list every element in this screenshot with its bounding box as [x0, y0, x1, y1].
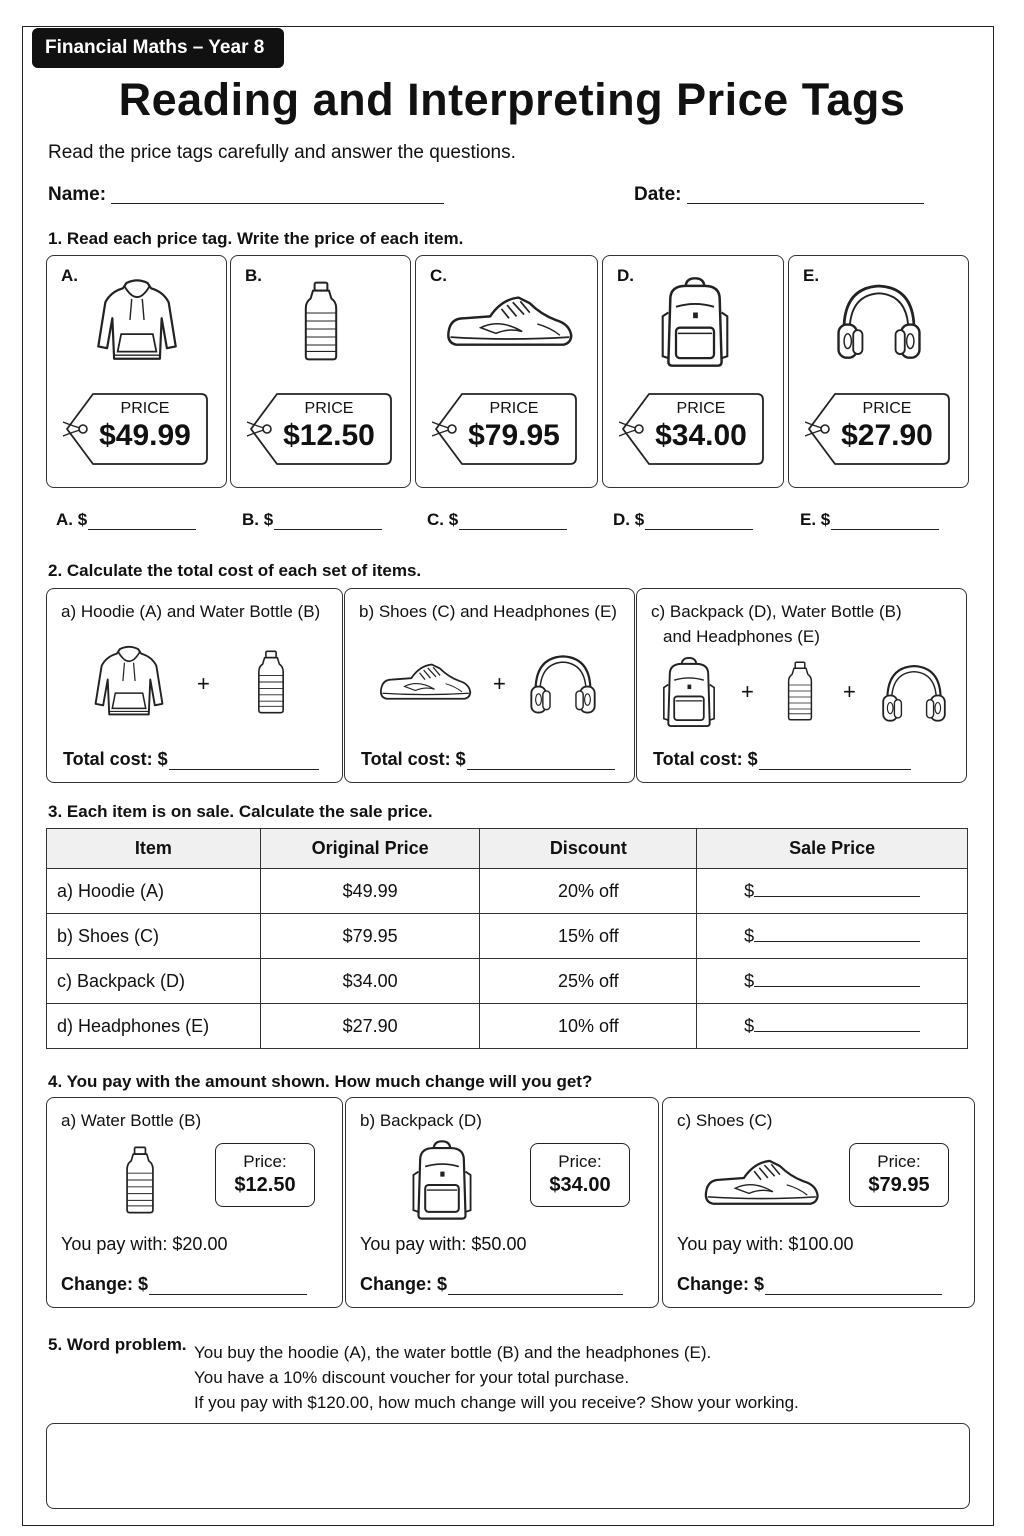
- card-letter: A.: [61, 266, 78, 285]
- discount-cell: 20% off: [480, 869, 697, 914]
- water-bottle-icon: [255, 643, 287, 721]
- set-label-line-1: c) Backpack (D), Water Bottle (B): [651, 602, 902, 621]
- price-tag: [247, 392, 393, 466]
- price-value: $34.00: [549, 1174, 611, 1196]
- card-letter: D.: [617, 266, 634, 285]
- change-field[interactable]: [677, 1274, 942, 1295]
- price-tag: [63, 392, 209, 466]
- change-item-label: a) Water Bottle (B): [61, 1111, 202, 1130]
- currency-symbol: $: [744, 880, 755, 901]
- answer-label: E. $: [800, 510, 831, 529]
- table-row: [47, 1004, 968, 1049]
- discount-cell: 25% off: [480, 959, 697, 1004]
- change-field[interactable]: [360, 1274, 623, 1295]
- table-row: [47, 869, 968, 914]
- column-header-discount: Discount: [480, 829, 697, 869]
- answer-label: C. $: [427, 510, 459, 529]
- tag-price: $12.50: [283, 419, 375, 452]
- headphones-icon: [527, 649, 599, 717]
- column-header-original-price: Original Price: [260, 829, 480, 869]
- total-label: Total cost: $: [63, 749, 168, 769]
- column-header-item: Item: [47, 829, 261, 869]
- discount-cell: 15% off: [480, 914, 697, 959]
- tag-price: $34.00: [655, 419, 747, 452]
- headphones-icon: [879, 659, 949, 725]
- pay-with-text: You pay with: $100.00: [677, 1234, 854, 1254]
- tag-price: $79.95: [468, 419, 560, 452]
- price-tag-card-c: [415, 255, 598, 488]
- currency-symbol: $: [744, 925, 755, 946]
- card-letter: B.: [245, 266, 262, 285]
- change-item-label: c) Shoes (C): [677, 1111, 773, 1130]
- sale-price-field[interactable]: [697, 959, 968, 1004]
- date-field[interactable]: [687, 203, 924, 204]
- total-cost-field[interactable]: [653, 749, 911, 770]
- answer-label: D. $: [613, 510, 645, 529]
- original-price-cell: $34.00: [260, 959, 480, 1004]
- price-tag-card-a: [46, 255, 227, 488]
- price-value: $12.50: [234, 1174, 296, 1196]
- change-item-label: b) Backpack (D): [360, 1111, 482, 1130]
- item-cell: d) Headphones (E): [47, 1004, 261, 1049]
- price-box: [215, 1143, 315, 1207]
- price-tag: [432, 392, 578, 466]
- question-2-heading: 2. Calculate the total cost of each set of items.: [48, 561, 422, 580]
- page-title: Reading and Interpreting Price Tags: [118, 74, 906, 125]
- card-letter: C.: [430, 266, 447, 285]
- answer-label: A. $: [56, 510, 88, 529]
- working-answer-box[interactable]: [46, 1423, 970, 1509]
- total-label: Total cost: $: [653, 749, 758, 769]
- change-card-b: [345, 1097, 659, 1308]
- pay-with-text: You pay with: $20.00: [61, 1234, 228, 1254]
- shoe-icon: [442, 290, 576, 356]
- change-label: Change: $: [677, 1274, 765, 1294]
- answer-field-e[interactable]: [800, 510, 939, 530]
- tag-word: PRICE: [489, 400, 539, 417]
- price-tag: [805, 392, 951, 466]
- answer-field-c[interactable]: [427, 510, 567, 530]
- word-problem-line-2: You have a 10% discount voucher for your total purchase.: [194, 1368, 630, 1387]
- course-badge: Financial Maths – Year 8: [32, 28, 284, 68]
- set-label: a) Hoodie (A) and Water Bottle (B): [61, 602, 321, 621]
- answer-field-b[interactable]: [242, 510, 382, 530]
- price-word: Price:: [243, 1152, 287, 1171]
- price-tag: [619, 392, 765, 466]
- price-value: $79.95: [868, 1174, 930, 1196]
- sale-price-field[interactable]: [697, 914, 968, 959]
- sale-price-table: [46, 828, 968, 1049]
- sale-price-field[interactable]: [697, 1004, 968, 1049]
- table-row: [47, 914, 968, 959]
- word-problem-line-1: You buy the hoodie (A), the water bottle (B) and the headphones (E).: [194, 1343, 712, 1362]
- item-cell: b) Shoes (C): [47, 914, 261, 959]
- headphones-icon: [833, 276, 925, 364]
- change-card-c: [662, 1097, 975, 1308]
- price-tag-card-b: [230, 255, 411, 488]
- table-row: [47, 959, 968, 1004]
- sale-price-field[interactable]: [697, 869, 968, 914]
- price-tag-card-e: [788, 255, 969, 488]
- question-5-heading: 5. Word problem.: [48, 1335, 187, 1354]
- total-cost-card-b: [344, 588, 635, 783]
- currency-symbol: $: [744, 1015, 755, 1036]
- change-card-a: [46, 1097, 343, 1308]
- change-label: Change: $: [360, 1274, 448, 1294]
- tag-word: PRICE: [304, 400, 354, 417]
- total-cost-card-c: [636, 588, 967, 783]
- pay-with-text: You pay with: $50.00: [360, 1234, 527, 1254]
- plus-sign: +: [493, 671, 506, 696]
- change-label: Change: $: [61, 1274, 149, 1294]
- shoe-icon: [377, 659, 473, 707]
- tag-word: PRICE: [862, 400, 912, 417]
- backpack-icon: [659, 655, 719, 729]
- name-label: Name:: [48, 184, 107, 205]
- question-3-heading: 3. Each item is on sale. Calculate the sale price.: [48, 802, 433, 821]
- water-bottle-icon: [123, 1138, 157, 1222]
- price-box: [849, 1143, 949, 1207]
- set-label: [651, 599, 902, 649]
- word-problem-line-3: If you pay with $120.00, how much change will you receive? Show your working.: [194, 1393, 799, 1412]
- tag-word: PRICE: [120, 400, 170, 417]
- answer-field-d[interactable]: [613, 510, 753, 530]
- table-header-row: [47, 829, 968, 869]
- answer-label: B. $: [242, 510, 274, 529]
- water-bottle-icon: [301, 274, 341, 368]
- plus-sign: +: [843, 679, 856, 704]
- word-problem-text: [194, 1340, 799, 1415]
- question-1-heading: 1. Read each price tag. Write the price of each item.: [48, 229, 464, 248]
- change-field[interactable]: [61, 1274, 307, 1295]
- plus-sign: +: [741, 679, 754, 704]
- tag-price: $49.99: [99, 419, 191, 452]
- price-box: [530, 1143, 630, 1207]
- currency-symbol: $: [744, 970, 755, 991]
- item-cell: c) Backpack (D): [47, 959, 261, 1004]
- hoodie-icon: [91, 641, 167, 721]
- answer-field-a[interactable]: [56, 510, 196, 530]
- water-bottle-icon: [785, 653, 815, 729]
- original-price-cell: $79.95: [260, 914, 480, 959]
- total-cost-field[interactable]: [361, 749, 615, 770]
- shoe-icon: [701, 1154, 821, 1214]
- original-price-cell: $49.99: [260, 869, 480, 914]
- set-label-line-2: and Headphones (E): [663, 627, 820, 646]
- original-price-cell: $27.90: [260, 1004, 480, 1049]
- total-label: Total cost: $: [361, 749, 466, 769]
- name-field[interactable]: [111, 203, 444, 204]
- column-header-sale-price: Sale Price: [697, 829, 968, 869]
- date-label: Date:: [634, 184, 682, 205]
- instructions-text: Read the price tags carefully and answer the questions.: [48, 142, 516, 163]
- tag-word: PRICE: [676, 400, 726, 417]
- set-label: b) Shoes (C) and Headphones (E): [359, 602, 617, 621]
- hoodie-icon: [93, 274, 181, 366]
- discount-cell: 10% off: [480, 1004, 697, 1049]
- price-word: Price:: [877, 1152, 921, 1171]
- backpack-icon: [408, 1138, 476, 1222]
- card-letter: E.: [803, 266, 820, 285]
- price-tag-card-d: [602, 255, 784, 488]
- plus-sign: +: [197, 671, 210, 696]
- total-cost-card-a: [46, 588, 343, 783]
- price-word: Price:: [558, 1152, 602, 1171]
- item-cell: a) Hoodie (A): [47, 869, 261, 914]
- question-4-heading: 4. You pay with the amount shown. How much change will you get?: [48, 1072, 593, 1091]
- total-cost-field[interactable]: [63, 749, 319, 770]
- tag-price: $27.90: [841, 419, 933, 452]
- backpack-icon: [657, 274, 733, 370]
